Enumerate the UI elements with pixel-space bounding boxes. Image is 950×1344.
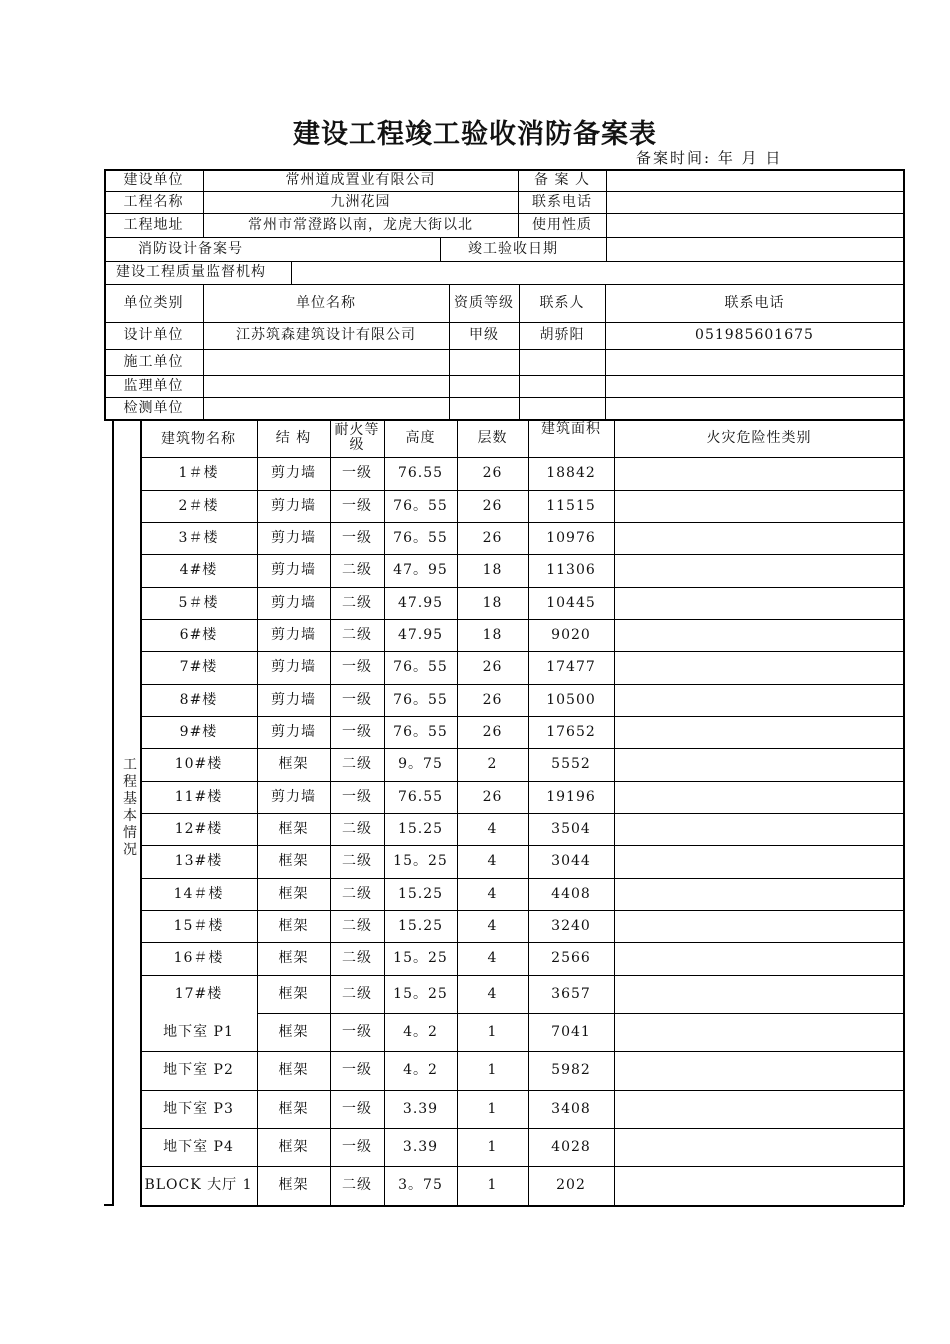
building-height: 4。2 [403,1062,438,1078]
building-area: 4408 [551,885,591,902]
unit-category: 设计单位 [123,327,184,343]
building-fire-rating: 二级 [342,626,372,643]
unit-name [203,397,449,419]
building-height: 76。55 [393,529,448,546]
building-hazard [614,684,904,716]
building-height: 9。75 [398,756,443,772]
building-floors: 26 [482,529,503,546]
building-height: 15。25 [393,853,448,869]
building-floors: 2 [487,756,498,772]
unit-contact-header: 联系人 [539,294,585,311]
building-hazard [614,975,904,1013]
unit-phone: 051985601675 [695,327,814,343]
building-fire-rating: 二级 [342,756,372,772]
unit-contact [519,349,605,375]
building-floors: 4 [487,885,498,902]
building-height: 47.95 [397,594,444,611]
building-fire-rating: 二级 [342,885,372,902]
building-area: 202 [556,1177,586,1193]
building-area: 18842 [546,465,596,481]
fire-design-value [300,237,440,261]
address-value: 常州市常澄路以南，龙虎大街以北 [248,216,473,233]
building-name: 8#楼 [179,691,218,708]
building-fire-rating: 二级 [342,853,372,869]
building-hazard [614,845,904,878]
fire-design-label: 消防设计备案号 [138,240,243,257]
building-height: 15.25 [397,820,444,837]
table-rule [140,1205,904,1207]
quality-agency-label: 建设工程质量监督机构 [116,264,266,280]
building-structure: 剪力墙 [271,691,316,708]
building-structure: 框架 [278,1177,309,1193]
completion-date-label: 竣工验收日期 [468,240,558,257]
basic-info-char: 本 [123,808,137,824]
building-floors: 26 [482,788,503,805]
building-hazard [614,651,904,684]
building-name: 11#楼 [174,788,223,805]
building-fire-rating: 一级 [342,1023,372,1040]
building-hazard [614,942,904,975]
unit-name-header: 单位名称 [296,294,356,311]
building-hazard [614,1128,904,1166]
building-area: 19196 [546,788,596,805]
building-structure: 剪力墙 [271,659,316,675]
building-name: 地下室 P2 [163,1062,234,1078]
building-hazard [614,1166,904,1205]
building-height: 15。25 [393,950,448,966]
unit-qualification [449,375,519,397]
unit-contact [519,375,605,397]
building-name: 9#楼 [179,723,218,740]
building-hazard [614,554,904,587]
building-hazard [614,457,904,490]
building-floors: 1 [487,1062,498,1078]
building-name: 地下室 P1 [163,1023,234,1040]
building-height: 76。55 [393,497,448,514]
unit-qualification [449,349,519,375]
building-hazard [614,813,904,845]
usage-label: 使用性质 [532,216,592,233]
building-structure: 框架 [278,1062,309,1078]
building-floors: 4 [487,985,498,1002]
building-area: 3044 [551,853,591,869]
building-name: 16＃楼 [173,950,224,966]
building-area: 3240 [551,917,591,934]
building-structure: 剪力墙 [271,562,316,578]
building-fire-rating: 二级 [342,1177,372,1193]
building-structure: 框架 [278,985,309,1002]
building-structure: 框架 [278,1023,309,1040]
building-fire-rating: 一级 [342,497,372,514]
basic-info-label [114,757,146,859]
building-floors: 1 [487,1177,498,1193]
building-floors: 26 [482,659,503,675]
building-fire-rating: 二级 [342,917,372,934]
unit-phone [605,397,904,419]
building-structure: 框架 [278,950,309,966]
building-hazard [614,781,904,813]
building-fire-rating: 二级 [342,820,372,837]
building-area: 17477 [546,659,596,675]
form-title: 建设工程竣工验收消防备案表 [293,119,657,150]
building-area: 3504 [551,820,591,837]
building-structure: 剪力墙 [271,497,316,514]
usage-value [606,213,904,237]
building-area: 7041 [551,1023,591,1040]
builder-label: 建设单位 [123,171,184,188]
building-floors: 4 [487,917,498,934]
building-fire-rating: 一级 [342,1100,372,1117]
building-floors: 18 [482,594,503,611]
building-structure: 剪力墙 [271,723,316,740]
building-area: 5552 [551,756,591,772]
building-name: 3＃楼 [178,529,219,546]
building-fire-rating: 二级 [342,985,372,1002]
building-height: 47。95 [393,562,448,578]
unit-qualification: 甲级 [469,327,499,343]
building-area: 4028 [551,1138,591,1155]
building-floors: 1 [487,1100,498,1117]
building-structure: 剪力墙 [271,626,316,643]
building-floors-header: 层数 [477,429,508,446]
building-name: 12#楼 [174,820,223,837]
building-height: 3.39 [402,1100,439,1117]
building-fire-rating: 一级 [342,529,372,546]
unit-contact [519,397,605,419]
building-height-header: 高度 [405,429,436,446]
building-fire-rating: 一级 [342,788,372,805]
filer-value [606,169,904,191]
building-area: 9020 [551,626,591,643]
building-hazard [614,1090,904,1128]
unit-name: 江苏筑森建筑设计有限公司 [236,327,416,343]
building-name: BLOCK 大厅 1 [144,1177,253,1193]
building-height: 15.25 [397,917,444,934]
building-floors: 4 [487,950,498,966]
building-name: 10#楼 [174,756,223,772]
building-height: 76。55 [393,691,448,708]
building-name: 7#楼 [179,659,218,675]
building-fire-rating: 一级 [342,1062,372,1078]
building-height: 76。55 [393,659,448,675]
building-fire-rating: 一级 [342,465,372,481]
building-structure: 框架 [278,1138,309,1155]
building-floors: 26 [482,723,503,740]
building-structure-header: 结 构 [275,429,312,446]
project-name-label: 工程名称 [123,193,184,210]
building-structure: 剪力墙 [271,788,316,805]
building-name: 4#楼 [179,562,218,578]
building-name: 15＃楼 [173,917,224,934]
building-floors: 1 [487,1023,498,1040]
building-fire-rating-header: 耐火等级 [334,422,380,453]
builder-value: 常州道成置业有限公司 [285,171,436,188]
building-fire-rating: 二级 [342,562,372,578]
building-structure: 框架 [278,917,309,934]
unit-name [203,375,449,397]
building-area: 10976 [546,529,596,546]
building-structure: 剪力墙 [271,594,316,611]
building-name: 14＃楼 [173,885,224,902]
building-height: 76.55 [397,788,444,805]
building-name: 6#楼 [179,626,218,643]
building-floors: 18 [482,626,503,643]
building-name: 13#楼 [174,853,223,869]
building-name: 地下室 P4 [163,1138,234,1155]
building-height: 4。2 [403,1023,438,1040]
unit-contact: 胡骄阳 [539,327,585,343]
completion-date-value [606,237,904,261]
building-height: 3。75 [398,1177,443,1193]
basic-info-char: 况 [123,842,137,858]
building-fire-rating: 一级 [342,691,372,708]
building-area: 10500 [546,691,596,708]
unit-qualification-header: 资质等级 [454,294,514,311]
building-name: 1＃楼 [178,465,219,481]
basic-info-char: 基 [123,791,137,807]
building-area: 5982 [551,1062,591,1078]
building-height: 15。25 [393,985,448,1002]
project-name-value: 九洲花园 [330,193,391,210]
unit-qualification [449,397,519,419]
unit-category: 检测单位 [123,399,184,416]
building-hazard [614,490,904,522]
building-floors: 1 [487,1138,498,1155]
building-fire-rating: 一级 [342,659,372,675]
building-hazard-header: 火灾危险性类别 [706,429,812,446]
building-hazard [614,619,904,651]
building-height: 3.39 [402,1138,439,1155]
building-fire-rating: 二级 [342,950,372,966]
building-name: 地下室 P3 [163,1100,234,1117]
building-hazard [614,910,904,942]
building-area: 11306 [546,562,596,578]
building-structure: 剪力墙 [271,529,316,546]
filer-label: 备 案 人 [534,171,590,188]
building-structure: 框架 [278,820,309,837]
building-fire-rating: 二级 [342,594,372,611]
unit-category: 施工单位 [123,353,184,370]
building-fire-rating: 一级 [342,1138,372,1155]
building-structure: 框架 [278,756,309,772]
building-structure: 框架 [278,1100,309,1117]
quality-agency-value [291,261,904,284]
building-floors: 18 [482,562,503,578]
building-name: 17#楼 [174,985,223,1002]
unit-category-header: 单位类别 [123,294,184,311]
basic-info-char: 工 [123,757,137,773]
building-area: 3408 [551,1100,591,1117]
building-hazard [614,1051,904,1090]
building-floors: 4 [487,853,498,869]
building-height: 15.25 [397,885,444,902]
building-area: 10445 [546,594,596,611]
building-hazard [614,878,904,910]
building-area: 11515 [546,497,596,514]
basic-info-char: 程 [123,774,137,790]
phone-value [606,191,904,213]
building-area: 17652 [546,723,596,740]
building-hazard [614,748,904,781]
building-structure: 框架 [278,885,309,902]
building-height: 76。55 [393,723,448,740]
building-hazard [614,587,904,619]
building-floors: 26 [482,465,503,481]
building-structure: 框架 [278,853,309,869]
building-structure: 剪力墙 [271,465,316,481]
phone-label: 联系电话 [532,193,592,210]
building-area: 2566 [551,950,591,966]
building-hazard [614,1013,904,1051]
unit-phone-header: 联系电话 [724,294,785,311]
building-area-header: 建筑面积 [541,421,601,437]
building-floors: 4 [487,820,498,837]
basic-info-char: 情 [123,825,137,841]
unit-phone [605,375,904,397]
building-floors: 26 [482,497,503,514]
address-label: 工程地址 [123,216,184,233]
building-fire-rating: 一级 [342,723,372,740]
building-floors: 26 [482,691,503,708]
building-name-header: 建筑物名称 [161,430,236,447]
unit-name [203,349,449,375]
building-area: 3657 [551,985,591,1002]
building-hazard [614,522,904,554]
building-name: 5＃楼 [178,594,219,611]
building-name: 2＃楼 [178,497,219,514]
unit-category: 监理单位 [123,377,184,394]
building-height: 47.95 [397,626,444,643]
filing-date: 备案时间: 年 月 日 [636,149,783,167]
building-height: 76.55 [397,465,444,481]
unit-phone [605,349,904,375]
table-rule [104,1204,114,1206]
building-hazard [614,716,904,748]
